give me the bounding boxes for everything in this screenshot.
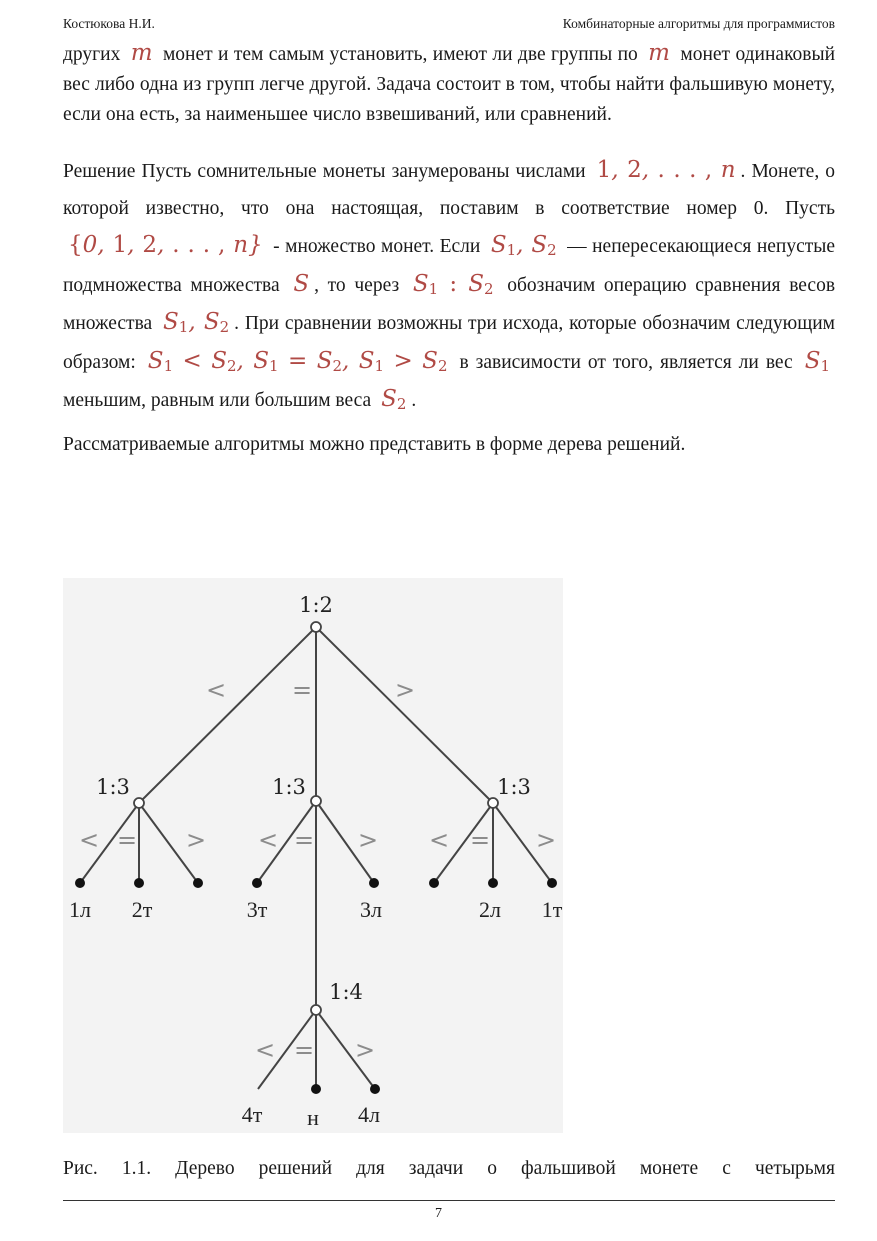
math-set: {0, 1, 2, . . . , n} bbox=[68, 232, 263, 258]
leaf-label: 1т bbox=[541, 897, 563, 922]
edge-label-greater: > bbox=[354, 1036, 376, 1064]
edge-root-right bbox=[316, 627, 493, 803]
edge-label-less: < bbox=[428, 826, 450, 854]
edge-label-equal: = bbox=[291, 676, 313, 704]
edge-label-greater: > bbox=[535, 826, 557, 854]
edge-label-equal: = bbox=[293, 826, 315, 854]
node-label-left: 1:3 bbox=[96, 775, 130, 799]
leaf-dot bbox=[75, 878, 85, 888]
leaf-dot bbox=[311, 1084, 321, 1094]
edge-label-less: < bbox=[254, 1036, 276, 1064]
node-label-right: 1:3 bbox=[497, 775, 531, 799]
edge-label-less: < bbox=[205, 676, 227, 704]
node-label-middle: 1:3 bbox=[272, 775, 306, 799]
leaf-dot bbox=[193, 878, 203, 888]
edge-label-greater: > bbox=[185, 826, 207, 854]
edge-label-equal: = bbox=[293, 1036, 315, 1064]
tree-node-deep bbox=[311, 1005, 321, 1015]
page-number: 7 bbox=[435, 1206, 442, 1221]
math-m: m bbox=[648, 40, 670, 66]
leaf-label: 2т bbox=[131, 897, 153, 922]
leaf-label: 1л bbox=[69, 897, 91, 922]
edge-label-greater: > bbox=[394, 676, 416, 704]
footer-rule bbox=[63, 1200, 835, 1201]
tree-node-right bbox=[488, 798, 498, 808]
math-m: m bbox=[130, 40, 153, 66]
node-label-root: 1:2 bbox=[299, 593, 333, 617]
leaf-label: 4л bbox=[358, 1102, 380, 1127]
edge-label-equal: = bbox=[469, 826, 491, 854]
leaf-dot bbox=[252, 878, 262, 888]
leaf-dot bbox=[429, 878, 439, 888]
decision-tree-figure bbox=[63, 578, 563, 1133]
leaf-dot bbox=[370, 1084, 380, 1094]
figure-caption: Рис. 1.1. Дерево решений для задачи о фальшивой монете с четырьмя bbox=[63, 1158, 835, 1179]
tree-node-middle bbox=[311, 796, 321, 806]
math-comparison: $S_1$ : $S_2$ bbox=[412, 270, 494, 298]
running-header-author: Костюкова Н.И. bbox=[63, 16, 155, 31]
decision-tree-diagram bbox=[63, 578, 563, 1133]
edge-label-less: < bbox=[78, 826, 100, 854]
math-s2: $S_2$ bbox=[381, 386, 407, 413]
page-body bbox=[63, 38, 835, 460]
paragraph-1: других m монет и тем самым установить, имеют ли две группы по m монет одинаковый вес либо одна из групп легче другой. Задача состоит в том, чтобы найти фальшивую монету, если она есть, за наименьшее число взвешиваний, или сравнений. bbox=[63, 40, 836, 125]
leaf-dot bbox=[369, 878, 379, 888]
paragraph-2: Решение Пусть сомнительные монеты занумерованы числами 1, 2, . . . , n . Монете, о которой известно, что она настоящая, поставим в соответствие номер 0. Пусть {0, 1, 2, . . . , n} - множество монет. Если $S_1$, $S_2$ — непересекающиеся непустые подмножества множества S , то через $S_1$ : $S_2$ обозначим операцию сравнения весов множества $S_1$, $S_2$ . При сравнении возможны три исхода, которые обозначим следующим образом: $S_1 < S_2$, $S_1 = S_2$, $S_1 > S_2$ в зависимости от того, является ли вес $S_1$ меньшим, равным или большим веса $S_2$ . bbox=[63, 157, 836, 413]
leaf-dot bbox=[488, 878, 498, 888]
leaf-dot bbox=[134, 878, 144, 888]
math-sequence: 1, 2, . . . , n bbox=[596, 157, 736, 183]
edge-label-greater: > bbox=[357, 826, 379, 854]
math-s1-s2: $S_1$, $S_2$ bbox=[490, 232, 557, 259]
running-header-title: Комбинаторные алгоритмы для программистов bbox=[562, 16, 835, 31]
tree-node-root bbox=[311, 622, 321, 632]
math-s1: $S_1$ bbox=[804, 347, 831, 375]
paragraph-3: Рассматриваемые алгоритмы можно представить в форме дерева решений. bbox=[63, 433, 686, 455]
edge-label-equal: = bbox=[116, 826, 138, 854]
edge-label-less: < bbox=[257, 826, 279, 854]
math-s: S bbox=[293, 270, 310, 297]
leaf-label: 4т bbox=[241, 1102, 263, 1127]
node-label-deep: 1:4 bbox=[329, 980, 363, 1004]
leaf-label: 2л bbox=[479, 897, 501, 922]
tree-node-left bbox=[134, 798, 144, 808]
leaf-label: 3л bbox=[360, 897, 382, 922]
math-outcomes: $S_1 < S_2$, $S_1 = S_2$, $S_1 > S_2$ bbox=[147, 347, 448, 375]
leaf-dot bbox=[547, 878, 557, 888]
leaf-label: 3т bbox=[246, 897, 268, 922]
math-s1-s2: $S_1$, $S_2$ bbox=[163, 309, 230, 336]
leaf-label: н bbox=[307, 1105, 319, 1130]
